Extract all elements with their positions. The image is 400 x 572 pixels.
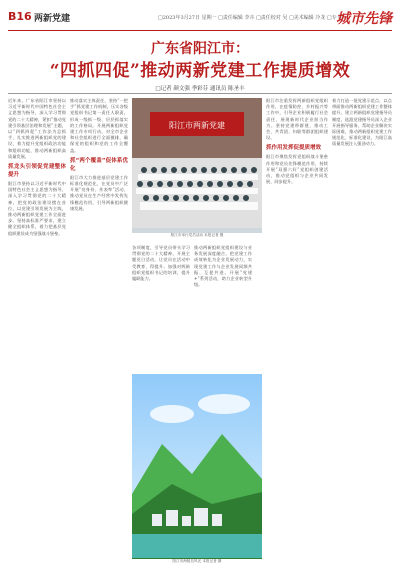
article-title: “四抓四促”推动两新党建工作提质增效 [49,61,351,81]
column-2 [70,98,128,564]
body-paragraph: 阳江市注重发挥两新组织党组织作用，在疫情防控、乡村振兴等工作中，引导企业积极履行社会责任，展现新时代企业担当作为。坚持党建带群建，推动工会、共青团、妇联等群团组织建设。 [266,98,328,141]
column-1 [8,98,66,564]
column-6 [332,98,392,564]
page-number: B16 [8,10,32,23]
section-name: 两新党建 [34,14,71,24]
intro-paragraph: 近年来，广东省阳江市坚持以习近平新时代中国特色社会主义思想为指导，深入学习贯彻党的二十大精神，紧扣“推动党建引领基层治理和发展”主题，以“四抓四促”工作法为总抓手，扎实推进两新组织党的建设，着力提升党组织政治功能和组织功能，推动两新组织高质量发展。 [8,98,66,159]
photo-caption: 阳江市举行党员活动 本报记者 摄 [132,233,262,238]
body-paragraph: 各项制度，引导党员带头学习贯彻党的二十大精神，开展主题党日活动，让党员在活动中受教育、得提升。加强对两新组织党组织书记的培训，提升履职能力。 [132,245,190,282]
body-paragraph: 阳江市大力推进基层党建工作标准化规范化，在党员中广泛开展“亮身份、作表率”活动，推动党员在生产经营中发挥先锋模范作用，引导两新组织健康发展。 [70,174,128,211]
issue-meta: □2023年3月27日 星期一 □责任编辑 李卉 □责任校对 吴 □美术编辑 冷龙 □专 版 [158,15,344,21]
landscape-photo-image [132,374,262,564]
body-paragraph: 推动两新组织党组织建设与业务发展深度融合，把党建工作成效转化为企业发展动力，实现党建工作与企业发展同频共振、互促共进。开展“党建+”系列活动，助力企业转型升级。 [194,245,252,288]
column-5 [266,98,328,564]
masthead-logo: 城市先锋 [336,11,392,27]
body-paragraph: 阳江市坚持以习近平新时代中国特色社会主义思想为指导，深入学习贯彻党的二十大精神，把党的政治建设摆在首位，以党建引领发展为主线，推动两新组织党建工作全面进步。坚持高标准严要求，建立健全组织体系，着力把基层党组织建设成为坚强战斗堡垒。 [8,181,66,236]
photo-caption: 阳江市海陵岛风光 本报记者 摄 [132,559,262,564]
body-paragraph: 推动落实主体责任，坚持“一把手”抓党建工作机制，压实各级党组织书记第一责任人职责，形成一级抓一级、层层抓落实的工作格局。开展两新组织党建工作专项行动，对全市企业和社会组织进行全面摸排，确保党的组织和党的工作全覆盖。 [70,98,128,153]
group-photo-image [132,98,262,238]
article-byline: □记者 颜文强 季彩芬 通讯员 陈圣丰 [155,86,245,92]
page-header [8,8,392,31]
subhead-1: 抓龙头引领促党建整体提升 [8,164,66,179]
title-divider [8,93,392,94]
landscape-photo [132,374,262,564]
photo-banner-text: 阳江市两新党建 [169,121,225,130]
group-photo [132,98,262,238]
body-paragraph: 着力打造一批党建示范点，以点带面推动两新组织党建工作整体提升。建立两新组织党建指导员制度，选派党建指导员深入企业开展指导服务，帮助企业解决实际困难，推动两新组织党建工作规范化、标准化建设，为阳江高质量发展注入强劲动力。 [332,98,392,147]
subhead-2: 抓“两个覆盖”促体系优化 [70,157,128,172]
body-paragraph: 阳江市聚焦发挥党组织战斗堡垒作用和党员先锋模范作用，持续开展“双强六好”党组织创建活动，推动党组织与企业共同发展、同步提升。 [266,154,328,185]
subhead-3: 抓作用发挥促提质增效 [266,145,322,152]
article-kicker: 广东省阳江市： [151,41,249,57]
